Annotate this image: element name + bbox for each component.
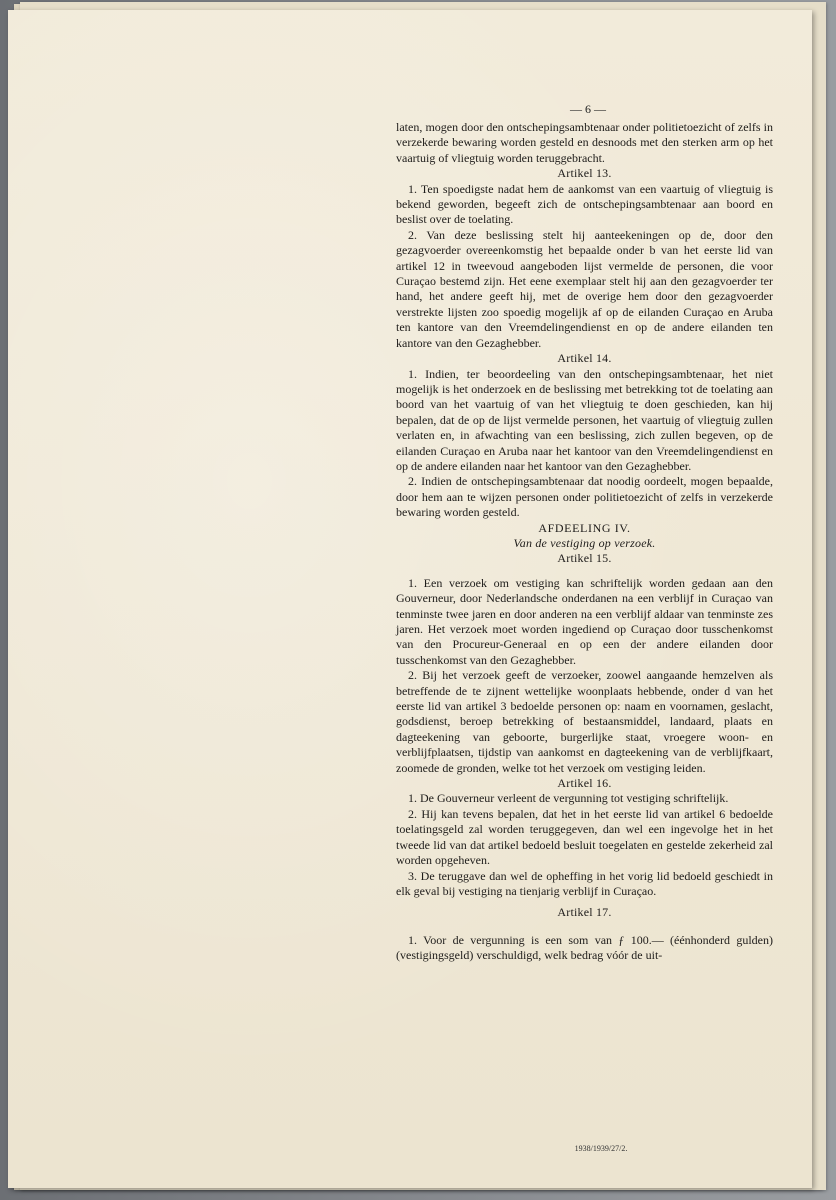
article-15-heading: Artikel 15. xyxy=(557,551,612,566)
article-13-paragraph-2: 2. Van deze beslissing stelt hij aanteekeningen op de, door den gezagvoerder overeenkomstig het bepaalde onder b van het eerste lid van artikel 12 in tweevoud aangeboden lijst vermelde de personen, die voor Curaçao bestemd zijn. Het eene exemplaar stelt hij aan den gezagvoerder ter hand, het andere geeft hij, met de overige hem door den gezagvoerder verstrekte lijsten zoo spoedig mogelijk af op de eilanden Curaçao en Aruba ten kantore van den Vreemdelingendienst en op de andere eilanden ten kantore van den Gezaghebber. xyxy=(396,227,773,350)
article-13-paragraph-1: 1. Ten spoedigste nadat hem de aankomst van een vaartuig of vliegtuig is bekend geworden, begeeft zich de ontschepingsambtenaar aan boord en beslist over de toelating. xyxy=(396,181,773,227)
article-13-heading: Artikel 13. xyxy=(557,166,612,181)
section-iv-subtitle: Van de vestiging op verzoek. xyxy=(513,535,656,550)
article-15-paragraph-2: 2. Bij het verzoek geeft de verzoeker, zoowel aangaande hemzelven als betreffende de te zijnent wettelijke woonplaats hebbende, onder d van het eerste lid van artikel 3 bedoelde personen op: naam en voornamen, geslacht, godsdienst, beroep betrekking of bestaansmiddel, landaard, plaats en dagteekening van geboorte, burgerlijke staat, vroegere woon- en verblijfplaatsen, tijdstip van aankomst en dagteekening van de verblijfkaart, zoomede de gronden, welke tot het verzoek om vestiging leiden. xyxy=(396,668,773,775)
article-16-heading: Artikel 16. xyxy=(557,776,612,791)
article-14-heading: Artikel 14. xyxy=(557,351,612,366)
document-page xyxy=(8,10,812,1188)
article-15-paragraph-1: 1. Een verzoek om vestiging kan schriftelijk worden gedaan aan den Gouverneur, door Nederlandsche onderdanen na een verblijf in Curaçao van tenminste twee jaren en door anderen na een verblijf aldaar van tenminste zes jaren. Het verzoek moet worden ingediend op Curaçao door tusschenkomst van den Procureur-Generaal en op een der andere eilanden door tusschenkomst van den Gezaghebber. xyxy=(396,575,773,667)
article-17-paragraph-1: 1. Voor de vergunning is een som van ƒ 100.— (éénhonderd gulden) (vestigingsgeld) verschuldigd, welk bedrag vóór de uit- xyxy=(396,932,773,963)
article-17-heading: Artikel 17. xyxy=(557,905,612,920)
opening-paragraph: laten, mogen door den ontschepingsambtenaar onder politietoezicht of zelfs in verzekerde bewaring worden gesteld en desnoods met den sterken arm op het vaartuig of vliegtuig worden teruggebracht. xyxy=(396,120,773,165)
page-number: — 6 — xyxy=(570,102,606,116)
article-14-paragraph-2: 2. Indien de ontschepingsambtenaar dat noodig oordeelt, mogen bepaalde, door hem aan te wijzen personen onder politietoezicht of zelfs in verzekerde bewaring worden gesteld. xyxy=(396,474,773,520)
article-14-paragraph-1: 1. Indien, ter beoordeeling van den ontschepingsambtenaar, het niet mogelijk is het onderzoek en de beslissing met betrekking tot de toelating aan boord van het vaartuig of van het vliegtuig te doen geschieden, kan hij bepalen, dat de op de lijst vermelde personen, het vaartuig of vliegtuig zullen verlaten en, in afwachting van een beslissing, zich zullen begeven, op de eilanden Curaçao en Aruba naar het kantoor van den Vreemdelingendienst en op de andere eilanden naar het kantoor van den Gezaghebber. xyxy=(396,366,773,473)
article-16-paragraph-3: 3. De teruggave dan wel de opheffing in het vorig lid bedoeld geschiedt in elk geval bij vestiging na tienjarig verblijf in Curaçao. xyxy=(396,868,773,898)
article-16-paragraph-1: 1. De Gouverneur verleent de vergunning tot vestiging schriftelijk. xyxy=(408,791,729,806)
section-iv-heading: AFDEELING IV. xyxy=(538,520,631,535)
footer-document-code: 1938/1939/27/2. xyxy=(574,1144,628,1153)
text-column xyxy=(396,120,773,964)
article-16-paragraph-2: 2. Hij kan tevens bepalen, dat het in het eerste lid van artikel 6 bedoelde toelatingsgeld zal worden teruggegeven, dan wel een ingevolge het in het tweede lid van dat artikel bedoeld besluit toegelaten en gestelde zekerheid zal worden opgeheven. xyxy=(396,806,773,868)
